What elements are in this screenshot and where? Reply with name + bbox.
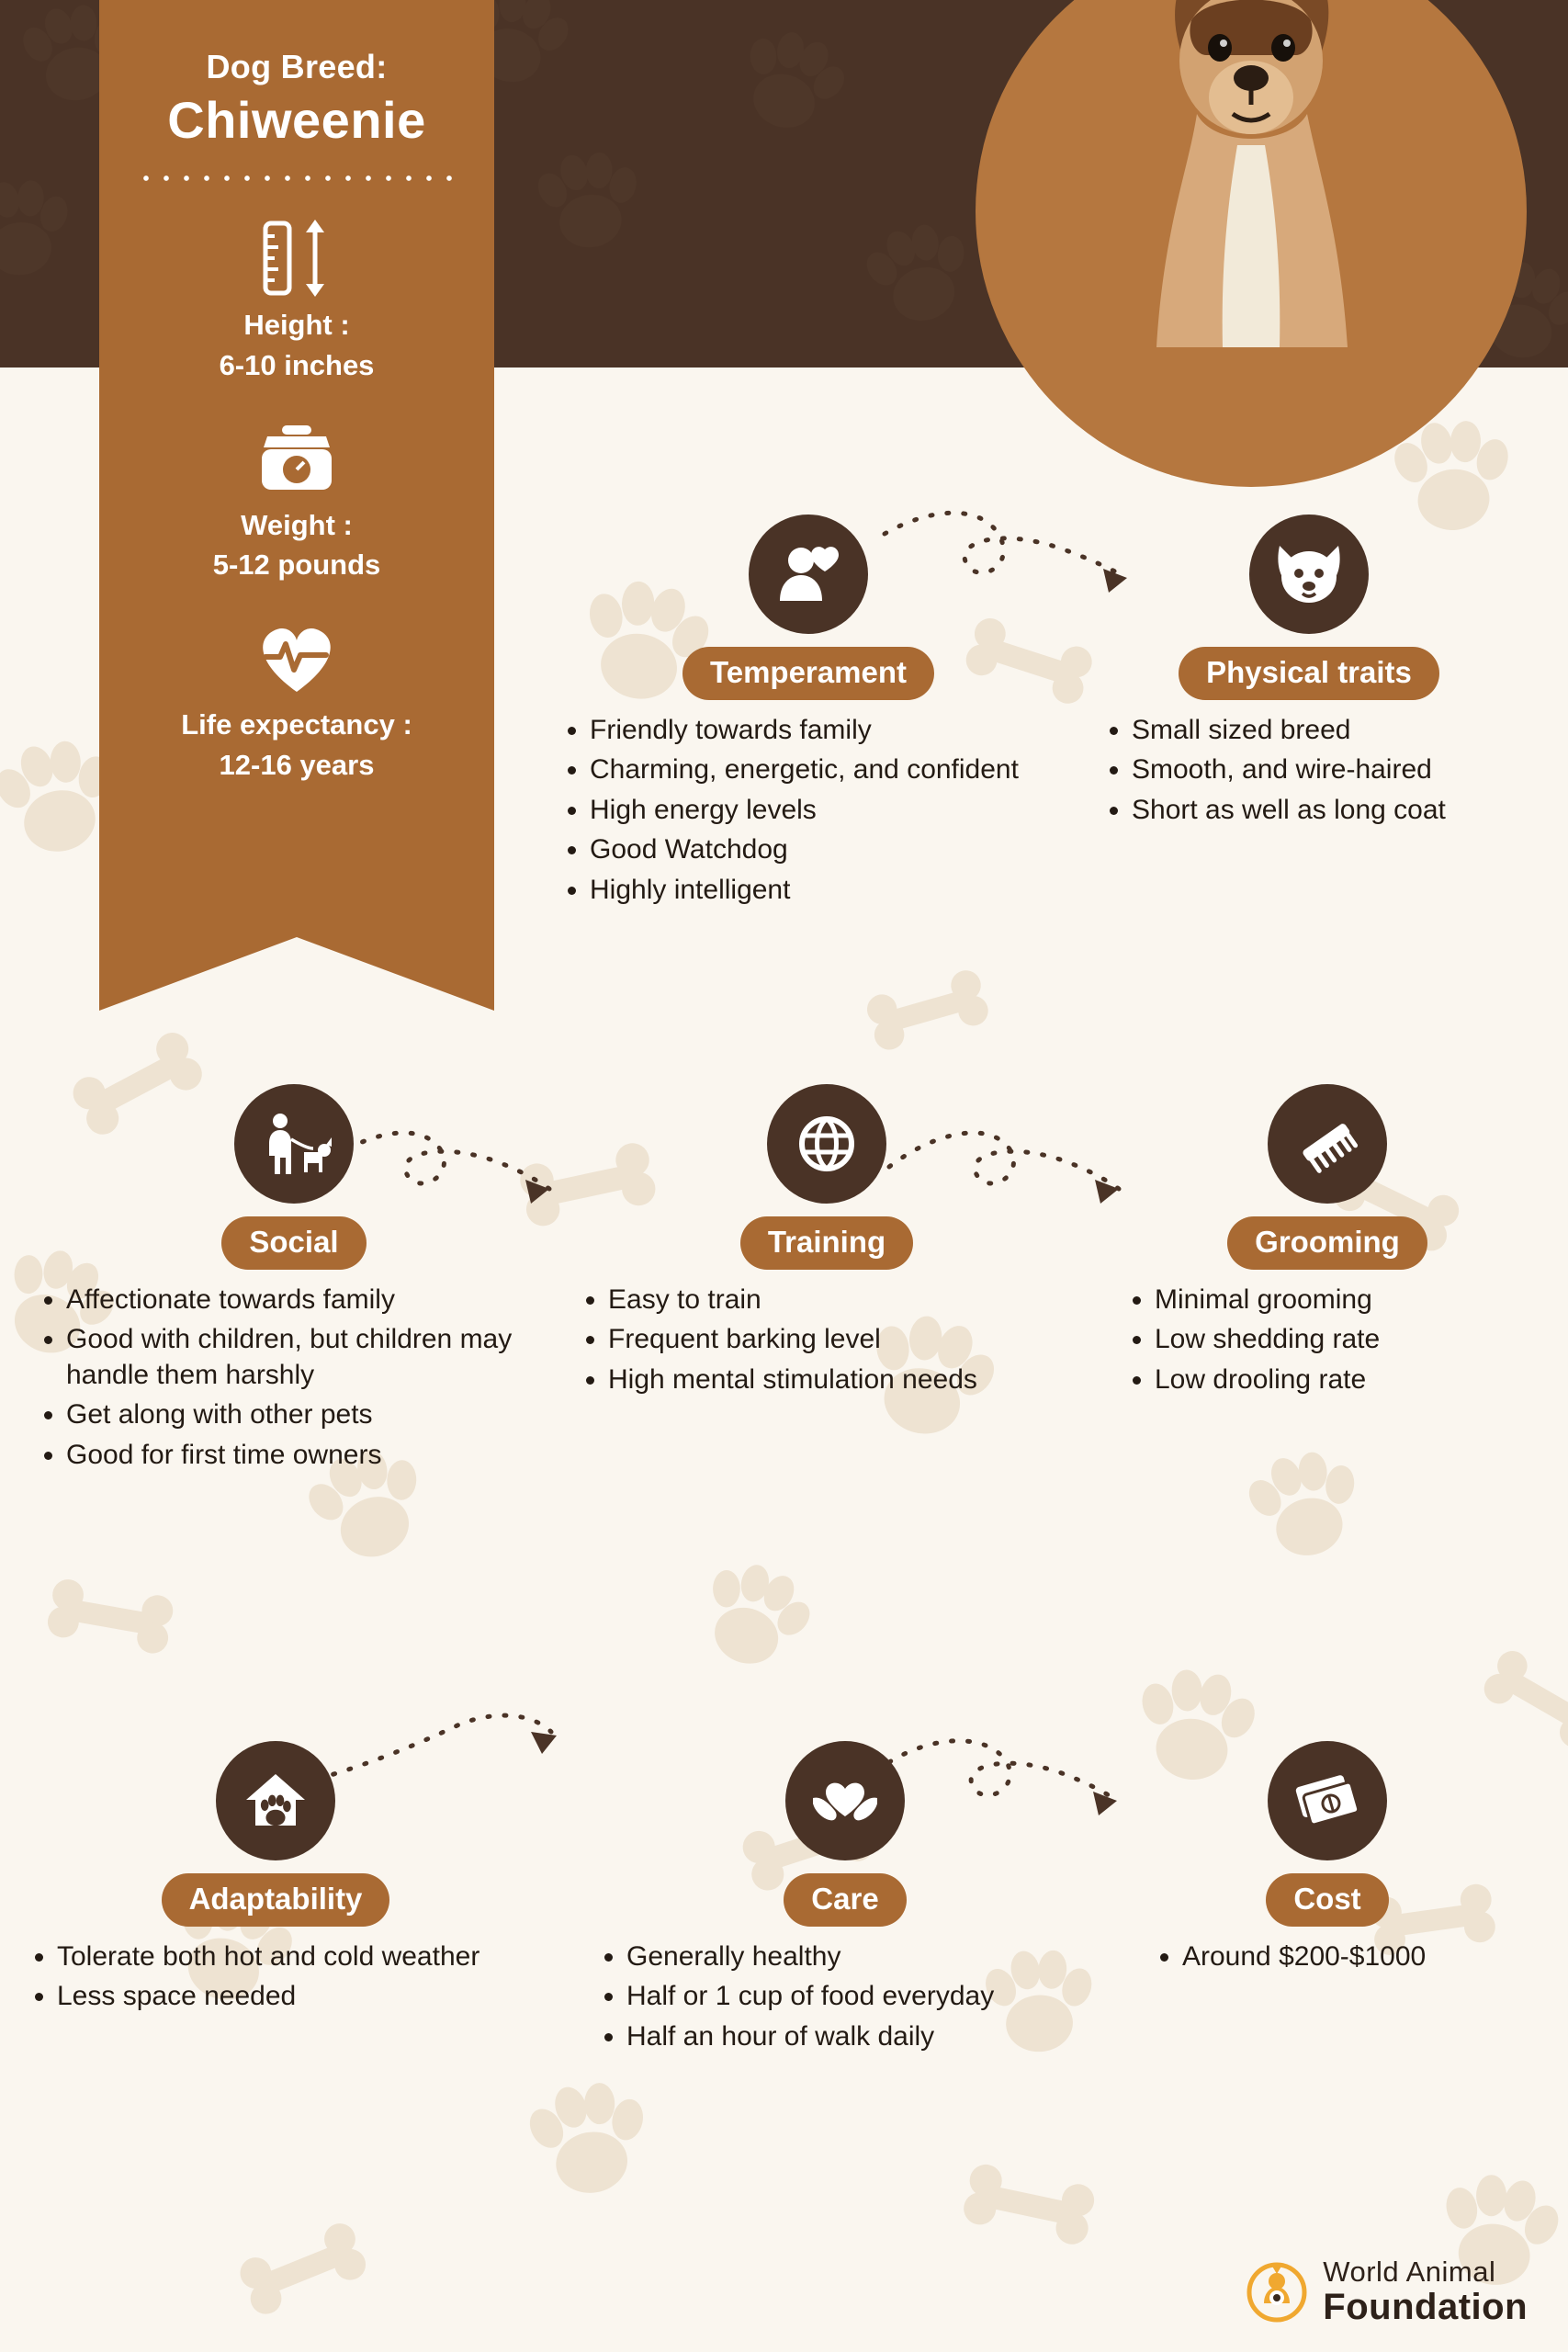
list-item: • Generally healthy [626,1939,1102,1974]
breed-name: Chiweenie [167,91,426,149]
comb-icon [1268,1084,1387,1204]
bullet-list-cost [1144,1939,1511,1974]
logo-line-1: World Animal [1323,2256,1496,2289]
list-item: • Half or 1 cup of food everyday [626,1979,1102,2014]
list-item: • Friendly towards family [590,713,1066,748]
list-item: • High energy levels [590,793,1066,828]
stat-life-label: Life expectancy : [181,708,412,741]
section-adaptability [18,1741,533,2019]
bullet-list-training [570,1283,1084,1397]
stat-weight [99,414,494,583]
dog-toy-icon [767,1084,886,1204]
list-item: • Low shedding rate [1155,1322,1539,1357]
list-item: • Frequent barking level [608,1322,1084,1357]
list-item: • Get along with other pets [66,1397,560,1432]
house-paw-icon [216,1741,335,1860]
money-icon [1268,1741,1387,1860]
section-title-care: Care [784,1873,906,1927]
list-item: • Less space needed [57,1979,533,2014]
person-heart-icon [749,514,868,634]
dog-photo [1100,0,1403,347]
section-title-cost: Cost [1266,1873,1388,1927]
list-item: • Good for first time owners [66,1438,560,1473]
bullet-list-physical-traits [1093,713,1525,828]
list-item: • Good with children, but children may handle them harshly [66,1322,560,1393]
section-physical-traits [1093,514,1525,832]
bullet-list-adaptability [18,1939,533,2015]
stat-life-expectancy [99,614,494,783]
hands-heart-icon [785,1741,905,1860]
stat-height-value: 6-10 inches [219,348,375,381]
dotted-divider [136,174,457,183]
world-animal-foundation-logo-icon [1246,2261,1308,2324]
breed-summary-ribbon [99,0,494,1011]
list-item: • Around $200-$1000 [1182,1939,1511,1974]
list-item: • Charming, energetic, and confident [590,752,1066,787]
section-grooming [1116,1084,1539,1402]
person-walking-dog-icon [234,1084,354,1204]
section-care [588,1741,1102,2059]
list-item: • Small sized breed [1132,713,1525,748]
bullet-list-social [28,1283,560,1473]
section-social [28,1084,560,1477]
list-item: • Affectionate towards family [66,1283,560,1317]
ruler-icon [99,214,494,302]
section-temperament [551,514,1066,912]
ribbon-tail [99,937,494,1011]
stat-height-label: Height : [243,309,350,341]
list-item: • Good Watchdog [590,832,1066,867]
section-cost [1144,1741,1511,1979]
stat-life-value: 12-16 years [219,749,375,782]
list-item: • Highly intelligent [590,873,1066,908]
stat-weight-value: 5-12 pounds [212,548,381,582]
list-item: • Half an hour of walk daily [626,2019,1102,2054]
section-title-social: Social [221,1216,366,1270]
list-item: • Smooth, and wire-haired [1132,752,1525,787]
list-item: • Minimal grooming [1155,1283,1539,1317]
stat-weight-label: Weight : [241,508,353,541]
section-title-temperament: Temperament [682,647,934,700]
bullet-list-temperament [551,713,1066,908]
bullet-list-care [588,1939,1102,2054]
section-training [570,1084,1084,1402]
bullet-list-grooming [1116,1283,1539,1397]
section-title-grooming: Grooming [1227,1216,1427,1270]
list-item: • Tolerate both hot and cold weather [57,1939,533,1974]
list-item: • Low drooling rate [1155,1363,1539,1397]
section-title-physical-traits: Physical traits [1179,647,1439,700]
list-item: • High mental stimulation needs [608,1363,1084,1397]
section-title-training: Training [740,1216,913,1270]
dog-face-icon [1249,514,1369,634]
logo-line-2: Foundation [1323,2287,1528,2327]
weight-scale-icon [99,414,494,503]
footer-logo [1246,2257,1528,2326]
stat-height [99,214,494,383]
heart-pulse-icon [99,614,494,702]
section-title-adaptability: Adaptability [162,1873,390,1927]
list-item: • Easy to train [608,1283,1084,1317]
list-item: • Short as well as long coat [1132,793,1525,828]
breed-label: Dog Breed: [206,48,388,85]
